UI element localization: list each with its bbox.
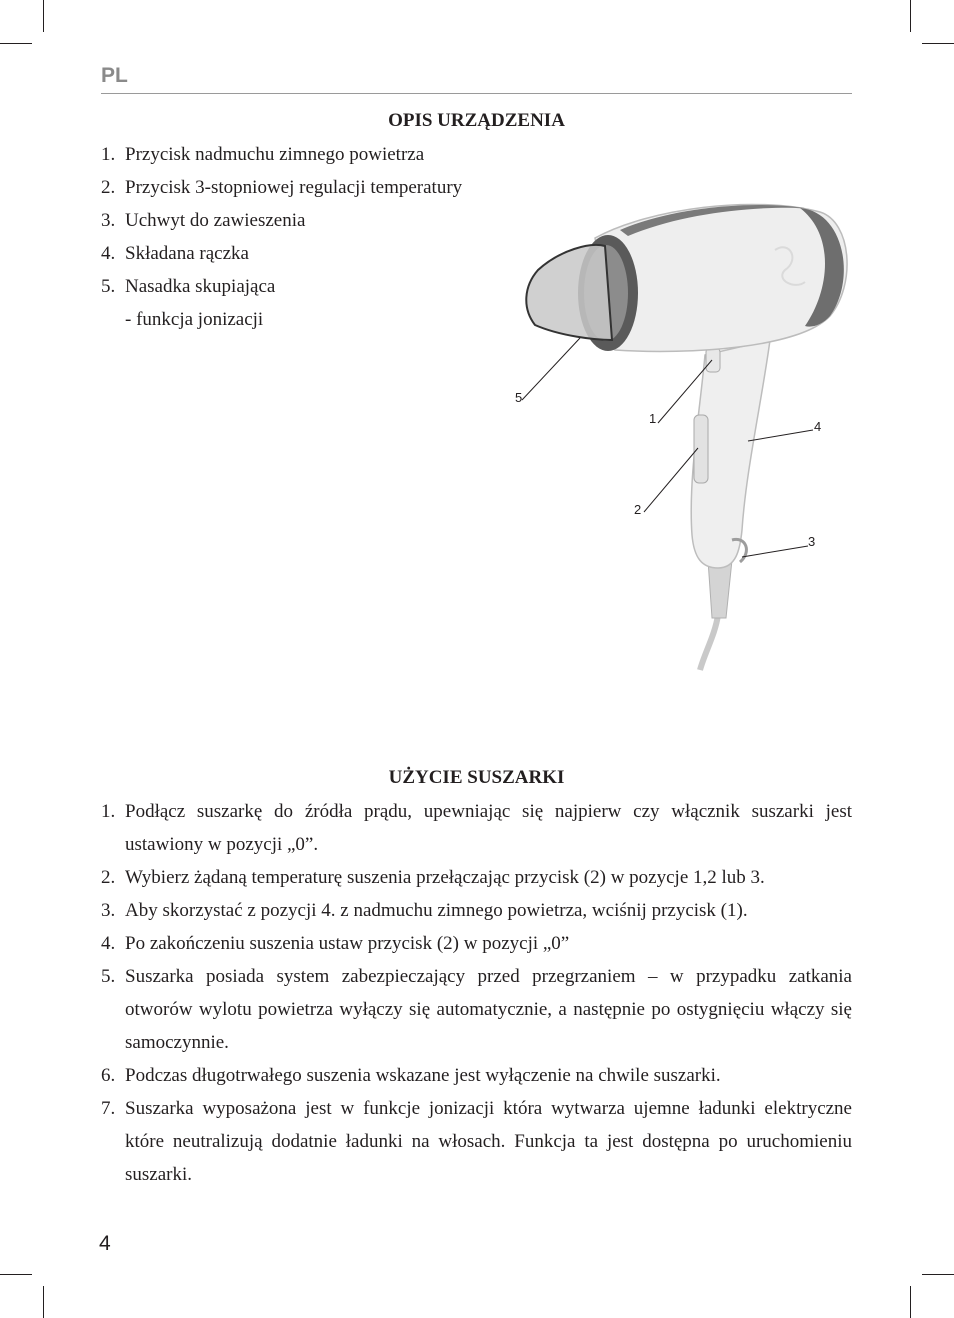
crop-mark (922, 1274, 954, 1275)
crop-mark (910, 0, 911, 32)
crop-mark (910, 1286, 911, 1318)
callout-line-4 (748, 430, 813, 441)
list-item: 3. Aby skorzystać z pozycji 4. z nadmuchu zimnego powietrza, wciśnij przycisk (1). (101, 900, 748, 921)
list-item: 2. Przycisk 3-stopniowej regulacji temperatury (101, 177, 463, 198)
language-code: PL (101, 64, 128, 87)
callout-label-2: 2 (634, 502, 642, 517)
usage-title: UŻYCIE SUSZARKI (388, 767, 565, 788)
temperature-switch (694, 415, 708, 483)
crop-mark (0, 43, 32, 44)
cord-relief (708, 560, 732, 618)
list-item: 4. Po zakończeniu suszenia ustaw przycisk (2) w pozycji „0” (101, 933, 570, 954)
callout-line-2 (644, 448, 698, 512)
cool-shot-button (706, 348, 720, 372)
callout-line-5 (522, 338, 580, 400)
list-item: 5. Nasadka skupiająca (101, 276, 276, 297)
crop-mark (43, 1286, 44, 1318)
callout-line-3 (742, 546, 808, 557)
crop-mark (43, 0, 44, 32)
list-subitem: - funkcja jonizacji (125, 309, 264, 330)
crop-mark (922, 43, 954, 44)
callout-label-3: 3 (808, 534, 816, 549)
list-item: 5. Suszarka posiada system zabezpieczający przed przegrzaniem – w przypadku zatkania otworów wylotu powietrza wyłączy się automatycznie, a następnie po ostygnięciu włączy się samoczynnie. (101, 966, 852, 1053)
list-item: 1. Przycisk nadmuchu zimnego powietrza (101, 144, 425, 165)
usage-list (101, 795, 852, 1191)
description-title: OPIS URZĄDZENIA (388, 110, 565, 131)
description-list (101, 138, 462, 336)
header-rule (101, 93, 852, 94)
power-cord (700, 615, 718, 670)
callout-label-5: 5 (515, 390, 523, 405)
list-item: 4. Składana rączka (101, 243, 249, 264)
list-item: 6. Podczas długotrwałego suszenia wskazane jest wyłączenie na chwile suszarki. (101, 1065, 721, 1086)
list-item: 1. Podłącz suszarkę do źródła prądu, upewniając się najpierw czy włącznik suszarki jest ustawiony w pozycji „0”. (101, 801, 852, 855)
hair-dryer-illustration (500, 190, 860, 675)
crop-mark (0, 1274, 32, 1275)
callout-label-4: 4 (814, 419, 822, 434)
page-number: 4 (99, 1232, 111, 1255)
list-item: 7. Suszarka wyposażona jest w funkcje jonizacji która wytwarza ujemne ładunki elektryczne które neutralizują dodatnie ładunki na włosach. Funkcja ta jest dostępna po uruchomieniu suszarki. (101, 1098, 852, 1185)
concentrator-nozzle (526, 245, 612, 340)
list-item: 2. Wybierz żądaną temperaturę suszenia przełączając przycisk (2) w pozycje 1,2 lub 3. (101, 867, 765, 888)
list-item: 3. Uchwyt do zawieszenia (101, 210, 306, 231)
callout-label-1: 1 (649, 411, 657, 426)
